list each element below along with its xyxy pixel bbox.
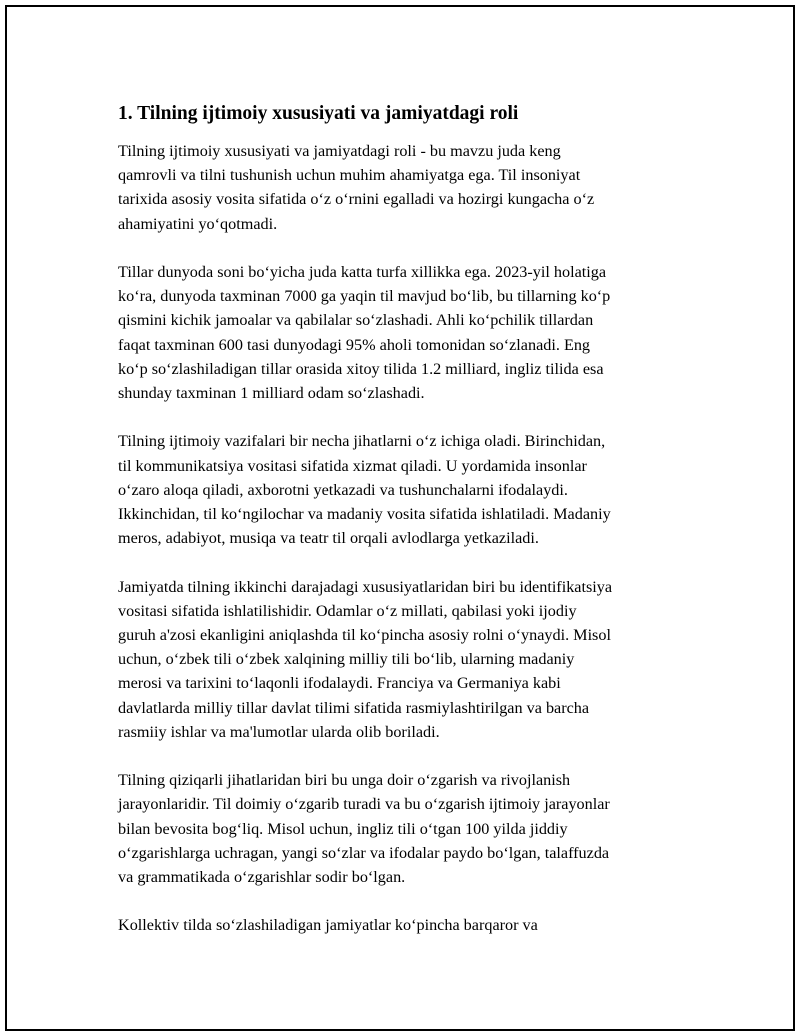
text-line: oʻzgarishlarga uchragan, yangi soʻzlar va ifodalar paydo boʻlgan, talaffuzda — [118, 843, 610, 862]
text-line: Jamiyatda tilning ikkinchi darajadagi xususiyatlaridan biri bu identifikatsiya — [118, 577, 613, 596]
text-line: Tilning ijtimoiy vazifalari bir necha jihatlarni oʻz ichiga oladi. Birinchidan, — [118, 432, 606, 451]
paragraph — [118, 768, 708, 889]
text-line: meros, adabiyot, musiqa va teatr til orqali avlodlarga yetkaziladi. — [118, 529, 539, 548]
paragraph — [118, 260, 708, 405]
page-frame — [5, 5, 795, 1031]
document-body — [118, 101, 708, 962]
text-line: ahamiyatini yoʻqotmadi. — [118, 214, 278, 233]
text-line: Tilning qiziqarli jihatlaridan biri bu unga doir oʻzgarish va rivojlanish — [118, 771, 571, 790]
paragraph — [118, 575, 708, 744]
text-line: Kollektiv tilda soʻzlashiladigan jamiyatlar koʻpincha barqaror va — [118, 916, 538, 935]
text-line: Ikkinchidan, til koʻngilochar va madaniy vosita sifatida ishlatiladi. Madaniy — [118, 505, 611, 524]
paragraphs — [118, 139, 708, 938]
paragraph — [118, 913, 708, 937]
text-line: uchun, oʻzbek tili oʻzbek xalqining milliy tili boʻlib, ularning madaniy — [118, 650, 575, 669]
text-line: guruh a'zosi ekanligini aniqlashda til koʻpincha asosiy rolni oʻynaydi. Misol — [118, 626, 611, 645]
text-line: rasmiiy ishlar va ma'lumotlar ularda olib boriladi. — [118, 722, 440, 741]
text-line: koʻra, dunyoda taxminan 7000 ga yaqin til mavjud boʻlib, bu tillarning koʻp — [118, 287, 611, 306]
paragraph — [118, 139, 708, 236]
text-line: koʻp soʻzlashiladigan tillar orasida xitoy tilida 1.2 milliard, ingliz tilida esa — [118, 359, 604, 378]
text-line: tarixida asosiy vosita sifatida oʻz oʻrnini egalladi va hozirgi kungacha oʻz — [118, 190, 595, 209]
text-line: qismini kichik jamoalar va qabilalar soʻzlashadi. Ahli koʻpchilik tillardan — [118, 311, 594, 330]
text-line: merosi va tarixini toʻlaqonli ifodalaydi. Franciya va Germaniya kabi — [118, 674, 561, 693]
text-line: Tilning ijtimoiy xususiyati va jamiyatdagi roli - bu mavzu juda keng — [118, 142, 561, 160]
text-line: qamrovli va tilni tushunish uchun muhim ahamiyatga ega. Til insoniyat — [118, 166, 581, 185]
text-line: davlatlarda milliy tillar davlat tilimi sifatida rasmiylashtirilgan va barcha — [118, 698, 590, 717]
text-line: til kommunikatsiya vositasi sifatida xizmat qiladi. U yordamida insonlar — [118, 456, 587, 475]
section-heading: 1. Tilning ijtimoiy xususiyati va jamiyatdagi roli — [118, 103, 519, 124]
paragraph — [118, 429, 708, 550]
text-line: va grammatikada oʻzgarishlar sodir boʻlgan. — [118, 868, 406, 887]
text-line: jarayonlaridir. Til doimiy oʻzgarib turadi va bu oʻzgarish ijtimoiy jarayonlar — [118, 795, 610, 814]
text-line: shunday taxminan 1 milliard odam soʻzlashadi. — [118, 384, 425, 403]
text-line: vositasi sifatida ishlatilishidir. Odamlar oʻz millati, qabilasi yoki ijodiy — [118, 601, 577, 620]
text-line: faqat taxminan 600 tasi dunyodagi 95% aholi tomonidan soʻzlanadi. Eng — [118, 335, 591, 354]
text-line: Tillar dunyoda soni boʻyicha juda katta turfa xillikka ega. 2023-yil holatiga — [118, 263, 607, 281]
text-line: oʻzaro aloqa qiladi, axborotni yetkazadi va tushunchalarni ifodalaydi. — [118, 480, 568, 499]
text-line: bilan bevosita bogʻliq. Misol uchun, ingliz tili oʻtgan 100 yilda jiddiy — [118, 819, 568, 838]
